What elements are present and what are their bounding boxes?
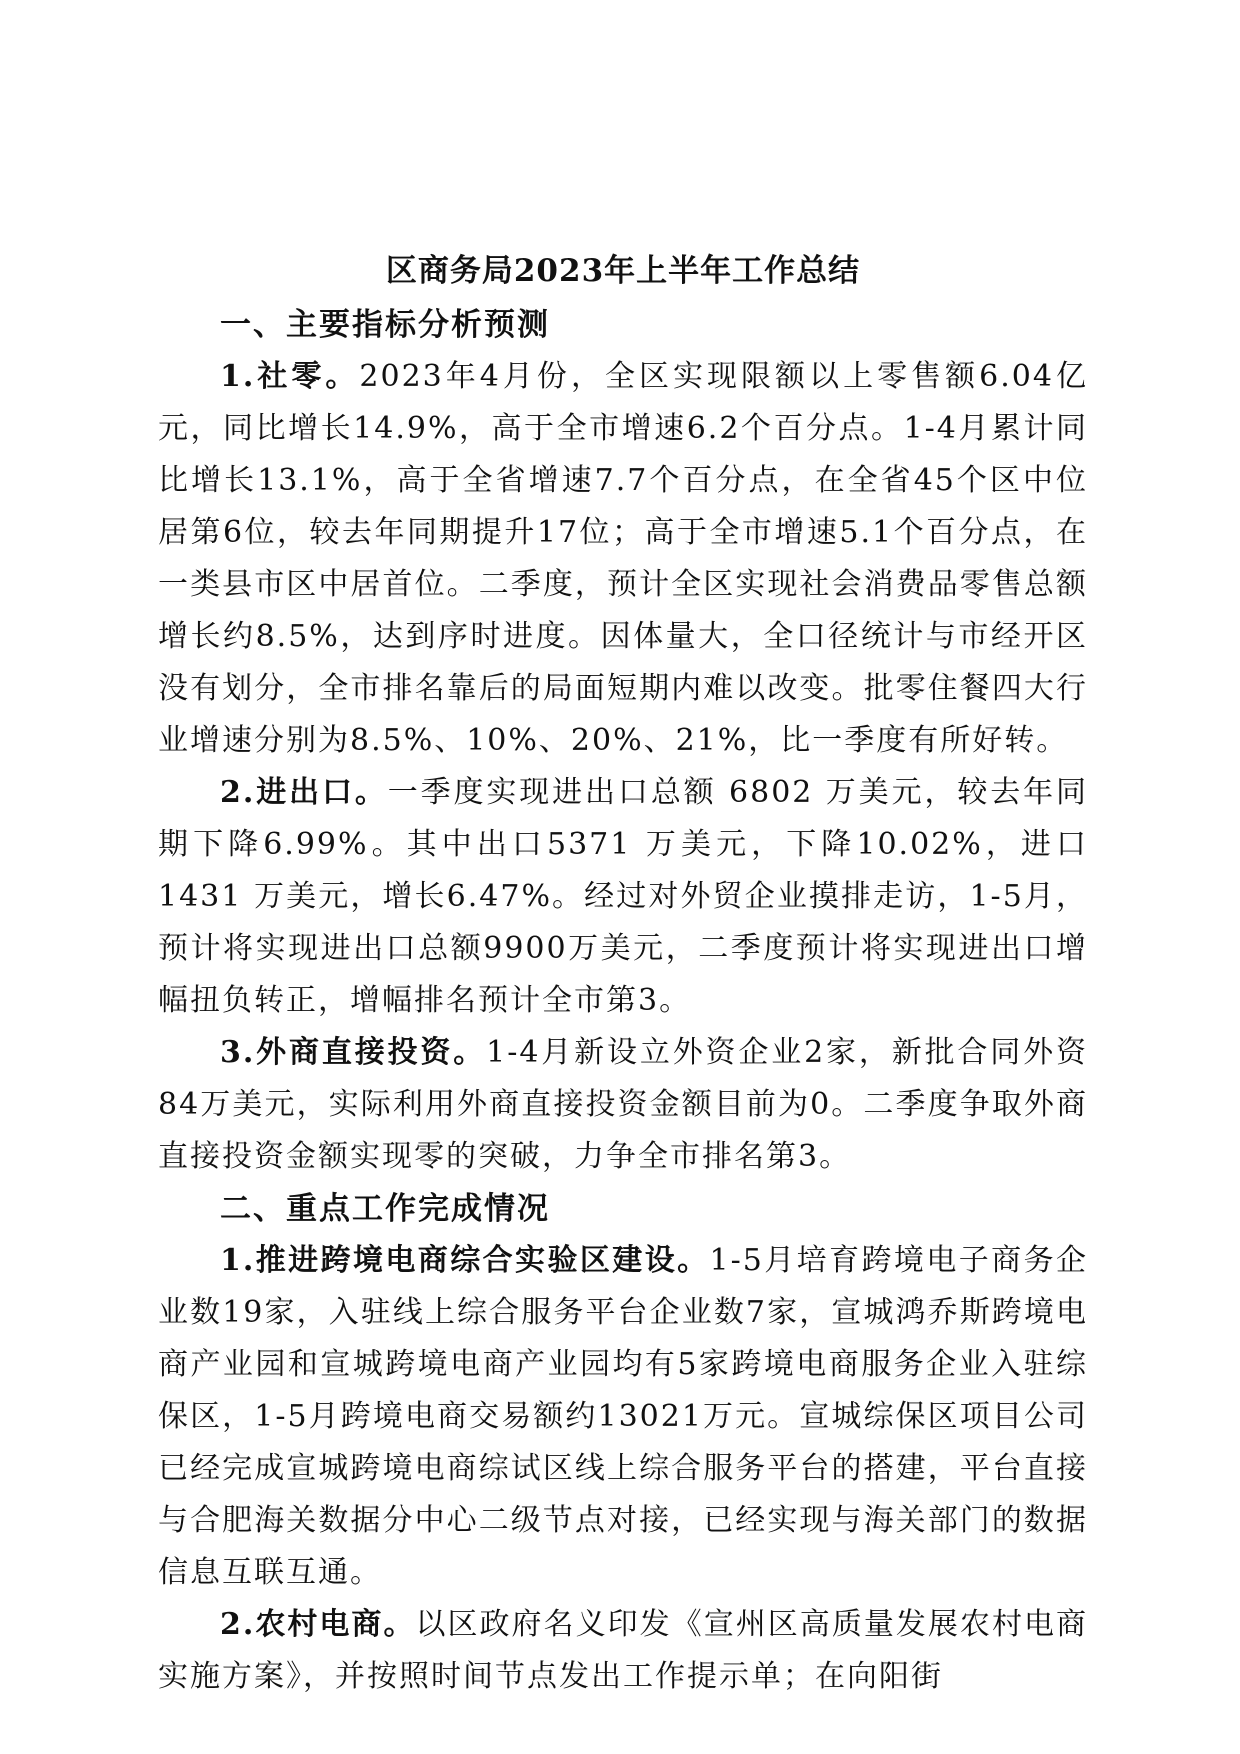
paragraph-lead: 2.农村电商。 bbox=[220, 1607, 416, 1642]
paragraph-lead: 2.进出口。 bbox=[220, 775, 388, 810]
paragraph-import-export bbox=[158, 767, 1088, 1027]
paragraph-text: 以区政府名义印发《宣州区高质量发展农村电商实施方案》，并按照时间节点发出工作提示单；在向阳街 bbox=[158, 1607, 1089, 1694]
section-heading-key-work: 二、重点工作完成情况 bbox=[220, 1191, 550, 1227]
paragraph-text: 1-5月培育跨境电子商务企业数19家，入驻线上综合服务平台企业数7家，宣城鸿乔斯跨境电商产业园和宣城跨境电商产业园均有5家跨境电商服务企业入驻综保区，1-5月跨境电商交易额约13021万元。宣城综保区项目公司已经完成宣城跨境电商综试区线上综合服务平台的搭建，平台直接与合肥海关数据分中心二级节点对接，已经实现与海关部门的数据信息互联互通。 bbox=[158, 1243, 1089, 1590]
document-body bbox=[158, 243, 1088, 1703]
paragraph-text: 一季度实现进出口总额 6802 万美元，较去年同期下降6.99%。其中出口5371 万美元，下降10.02%，进口1431 万美元，增长6.47%。经过对外贸企业摸排走访，1-5月，预计将实现进出口总额9900万美元，二季度预计将实现进出口增幅扭负转正，增幅排名预计全市第3。 bbox=[158, 775, 1088, 1018]
paragraph-rural-ecommerce bbox=[158, 1599, 1088, 1703]
paragraph-lead: 1.推进跨境电商综合实验区建设。 bbox=[220, 1243, 710, 1278]
document-title: 区商务局2023年上半年工作总结 bbox=[385, 253, 861, 289]
paragraph-lead: 3.外商直接投资。 bbox=[220, 1035, 487, 1070]
paragraph-foreign-investment bbox=[158, 1027, 1088, 1183]
section-heading-indicators: 一、主要指标分析预测 bbox=[220, 307, 550, 343]
paragraph-text: 2023年4月份，全区实现限额以上零售额6.04亿元，同比增长14.9%，高于全市增速6.2个百分点。1-4月累计同比增长13.1%，高于全省增速7.7个百分点，在全省45个区中位居第6位，较去年同期提升17位；高于全市增速5.1个百分点，在一类县市区中居首位。二季度，预计全区实现社会消费品零售总额增长约8.5%，达到序时进度。因体量大，全口径统计与市经开区没有划分，全市排名靠后的局面短期内难以改变。批零住餐四大行业增速分别为8.5%、10%、20%、21%，比一季度有所好转。 bbox=[158, 359, 1088, 758]
paragraph-text: 1-4月新设立外资企业2家，新批合同外资84万美元，实际利用外商直接投资金额目前为0。二季度争取外商直接投资金额实现零的突破，力争全市排名第3。 bbox=[158, 1035, 1088, 1174]
paragraph-retail-sales bbox=[158, 351, 1088, 767]
paragraph-cross-border-ecommerce bbox=[158, 1235, 1088, 1599]
paragraph-lead: 1.社零。 bbox=[220, 359, 360, 394]
